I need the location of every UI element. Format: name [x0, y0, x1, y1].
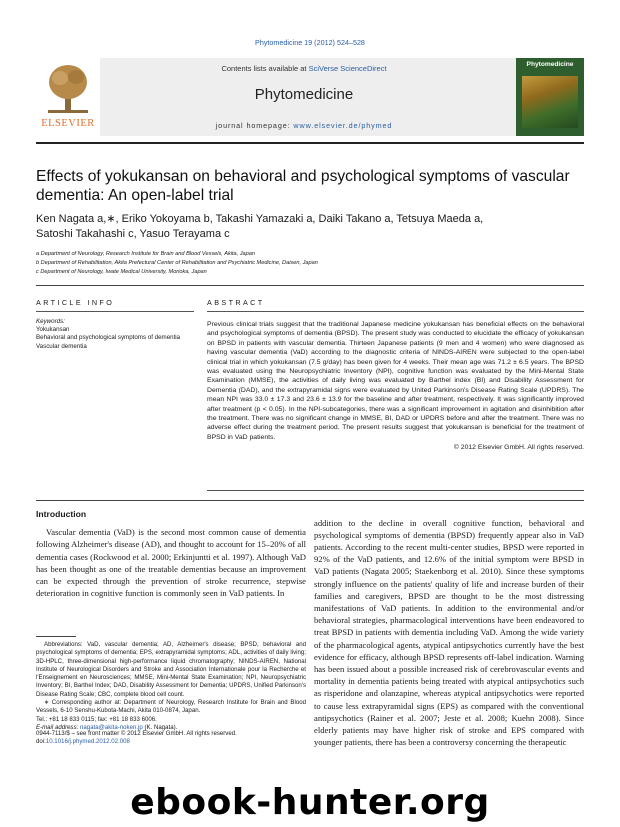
cover-image [522, 76, 578, 128]
cover-title: Phytomedicine [526, 61, 574, 68]
email-link[interactable]: nagata@akita-noken.jp [80, 723, 143, 731]
article-title: Effects of yokukansan on behavioral and psychological symptoms of vascular dementia: An open-label trial [36, 168, 570, 204]
journal-citation[interactable]: Phytomedicine 19 (2012) 524–528 [255, 38, 365, 47]
right-column [314, 508, 584, 757]
doi-line [36, 738, 306, 746]
affiliations [36, 250, 584, 277]
elsevier-logo[interactable] [36, 58, 100, 136]
affiliation-b: b Department of Rehabilitation, Akita Prefectural Center of Rehabilitation and Psychiatric Medicine, Daisen, Japan [36, 260, 318, 266]
abstract-rule [207, 311, 584, 312]
watermark: ebook-hunter.org [130, 782, 490, 823]
homepage-link[interactable]: www.elsevier.de/phymed [293, 121, 393, 130]
doi-prefix: doi: [36, 738, 46, 746]
abstract-block [207, 320, 584, 453]
article-info-heading: ARTICLE INFO [36, 298, 115, 307]
abstract-end-rule [207, 490, 584, 491]
affiliation-divider [36, 285, 584, 286]
authors-line-1: Ken Nagata a,∗, Eriko Yokoyama b, Takashi Yamazaki a, Daiki Takano a, Tetsuya Maeda a, [36, 213, 484, 225]
contents-prefix: Contents lists available at [221, 64, 309, 73]
footnote-rule [36, 636, 76, 637]
introduction-heading: Introduction [36, 509, 87, 519]
authors-line-2: Satoshi Takahashi c, Yasuo Terayama c [36, 228, 230, 240]
keywords-label: Keywords: [36, 318, 65, 325]
issn-line: 0944-7113/$ – see front matter © 2012 Elsevier GmbH. All rights reserved. [36, 730, 237, 737]
abstract-text: Previous clinical trials suggest that the traditional Japanese medicine yokukansan has beneficial effects on the behavioral and psychological symptoms of dementia (BPSD). The present study was conducted to elucidate the efficacy of yokukansan on BPSD in patients with vascular dementia. Thirteen Japanese patients (9 men and 4 women) who were diagnosed as having vascular dementia (VaD) according to the diagnostic criteria of NINDS-AIREN were subjected to the open-label clinical trial in which yokukansan (7.5 g/day) has been given for 4 weeks. Their mean age was 71.2 ± 6.5 years. The BPSD was evaluated using the Neuropsychiatric Inventory (NPI), cognitive function was evaluated by the Mini-Mental State Examination (MMSE), the activities of daily living was evaluated by Barthel index (BI) and Disability Assessment for Dementia (DAD), and the extrapyramidal signs were evaluated by United Parkinson's Disease Rating Scale (UPDRS). The mean NPI was 33.0 ± 17.3 and 23.6 ± 13.9 for the baseline and after treatment, respectively. It was significantly improved after treatment (p < 0.05). In the NPI-subcategories, there was a significant improvement in agitation and disinhibition after the treatment. There was no significant change in MMSE, BI, DAD or UPDRS before and after the treatment. There was no adverse effect during the treatment period. The present results suggest that yokukansan is beneficial for the treatment of BPSD in VaD patients. [207, 321, 584, 441]
contents-availability [100, 64, 508, 73]
keywords-block [36, 318, 194, 351]
footnotes [36, 641, 306, 732]
keyword-item: Vascular dementia [36, 342, 87, 350]
email-suffix: (K. Nagata). [142, 723, 178, 731]
keyword-item: Behavioral and psychological symptoms of dementia [36, 334, 181, 342]
copyright-notice: © 2012 Elsevier GmbH. All rights reserved. [453, 444, 584, 452]
journal-homepage [100, 121, 508, 130]
intro-paragraph-left: Vascular dementia (VaD) is the second most common cause of dementia following Alzheimer's disease (AD), and thought to account for 15–20% of all dementia cases (Rockwood et al. 2000; Erkinjuntti et al. 1997). Although VaD has been thought as one of the treatable dementias because an improvement can be expected through the prevention of stroke recurrence, stepwise deterioration in cognitive function is commonly seen in VaD patients. In [36, 527, 306, 599]
contact-phone: Tel.: +81 18 833 0115; fax: +81 18 833 6006. [36, 715, 157, 723]
journal-cover-thumbnail[interactable] [516, 58, 584, 136]
intro-paragraph-right: addition to the decline in overall cognitive function, behavioral and psychological symptoms of dementia (BPSD) frequently appear also in VaD patients. According to the recent multi-center studies, BPSD were reported in 92% of the VaD patients, and 12.6% of the initial symptom were BPSD in VaD patients (Nagata 2005; Staekenborg et al. 2010). Since these symptoms strongly influence on the patients' quality of life and increase burden of their families and caregivers, BPSD are thought to be the most distressing manifestations of VaD patients. In addition to the environmental and/or behavioral strategies, pharmacological interventions have been endeavored to treat BPSD in patients with dementia including VaD. Among the wide variety of the pharmacological agents, atypical antipsychotics currently have the best evidence for efficacy, although BPSD represents off-label indication. Warning has been issued about a possible increased risk of cerebrovascular events and mortality in dementia patients being treated with atypical antipsychotics such as risperidone and olanzapine, whereas atypical antipsychotics were reported to cause less extrapyramidal signs (EPS) as compared with the conventional antipsychotics (Rainer et al. 2007; Jeste et al. 2008; Kuehn 2008). Since elderly patients may have higher risk of stroke and EPS compared with younger patients, there has been a controversy concerning the therapeutic [314, 517, 584, 748]
header-divider [36, 142, 584, 144]
affiliation-a: a Department of Neurology, Research Institute for Brain and Blood Vessels, Akita, Japan [36, 251, 255, 257]
author-list [36, 212, 584, 242]
body-divider [36, 500, 584, 501]
doi-link[interactable]: 10.1016/j.phymed.2012.02.008 [45, 738, 130, 746]
left-column [36, 508, 306, 599]
abstract-heading: ABSTRACT [207, 298, 265, 307]
journal-title: Phytomedicine [254, 86, 354, 103]
sciencedirect-link[interactable]: SciVerse ScienceDirect [308, 64, 387, 73]
affiliation-c: c Department of Neurology, Iwate Medical University, Morioka, Japan [36, 269, 207, 275]
publication-info [36, 730, 306, 747]
article-info-rule [36, 311, 194, 312]
homepage-prefix: journal homepage: [215, 121, 294, 130]
elsevier-tree-icon [46, 62, 90, 114]
elsevier-wordmark: ELSEVIER [41, 118, 95, 129]
abbreviations-footnote: Abbreviations: VaD, vascular dementia; AD, Alzheimer's disease; BPSD, behavioral and psychological symptoms of dementia; EPS, extrapyramidal symptoms; ADL, activities of daily living; 3D-HPLC, three-dimensional high-performance liquid chromatography; NINDS-AIREN, National Institute of Neurological Disorders and Stroke and Association Internationale pour la Recherche et l'Enseignement en Neurosciences; MMSE, Mini-Mental State Examination; NPI, Neuropsychiatric Inventory; BI, Barthel Index; DAD, Disability Assessment for Dementia; UPDRS, Unified Parkinson's Disease Rating Scale; CBC, complete blood cell count. [36, 641, 306, 698]
corresponding-author-footnote: ∗ Corresponding author at: Department of Neurology, Research Institute for Brain and Blood Vessels, 6-10 Senshu-Kubota-Machi, Akita 010-0874, Japan. [36, 699, 306, 715]
email-label: E-mail address: [36, 723, 81, 731]
keyword-item: Yokukansan [36, 326, 70, 334]
